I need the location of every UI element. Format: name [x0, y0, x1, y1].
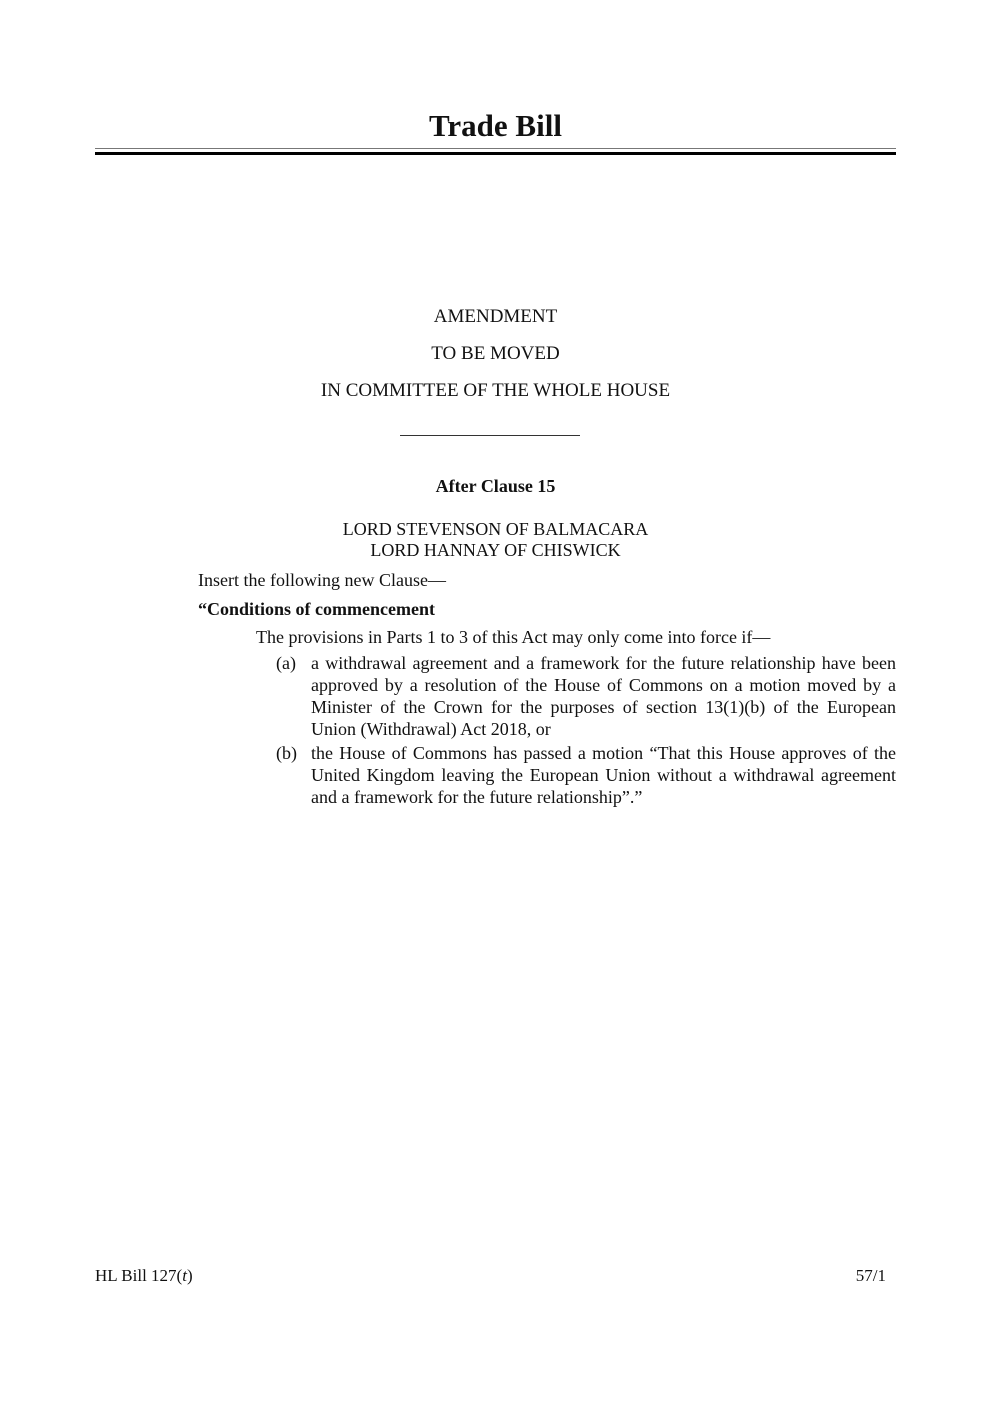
amendment-location: After Clause 15 — [435, 476, 556, 496]
heading-amendment: AMENDMENT — [433, 306, 558, 327]
item-text: a withdrawal agreement and a framework for the future relationship have been approved by a resolution of the House of Commons on a motion moved by a Minister of the Crown for the purposes of section 13(1)(b) of the European Union (Withdrawal) Act 2018, or — [311, 653, 896, 739]
bill-ref-prefix: HL Bill 127( — [95, 1266, 183, 1285]
item-label: (b) — [276, 743, 297, 763]
instruction: Insert the following new Clause— — [198, 570, 446, 590]
mover-2: LORD HANNAY OF CHISWICK — [370, 540, 621, 560]
title-rule-thin — [95, 148, 896, 149]
title-rule-thick — [95, 152, 896, 155]
bill-reference — [95, 1265, 193, 1287]
item-text: the House of Commons has passed a motion “That this House approves of the United Kingdom leaving the European Union without a withdrawal agreement and a framework for the future relationship”.” — [311, 743, 896, 807]
bill-ref-suffix: ) — [186, 1266, 193, 1285]
heading-committee: IN COMMITTEE OF THE WHOLE HOUSE — [320, 380, 671, 401]
separator-rule — [400, 435, 580, 436]
heading-to-be-moved: TO BE MOVED — [431, 343, 560, 364]
clause-heading: “Conditions of commencement — [198, 599, 435, 619]
list-item-a — [276, 652, 896, 740]
bill-ref-italic: t — [182, 1266, 187, 1285]
item-label: (a) — [276, 653, 296, 673]
lead-in: The provisions in Parts 1 to 3 of this Act may only come into force if— — [256, 627, 771, 647]
mover-1: LORD STEVENSON OF BALMACARA — [342, 519, 649, 539]
amendment-number: 57/1 — [855, 1266, 886, 1285]
document-title: Trade Bill — [429, 108, 562, 143]
list-item-b — [276, 742, 896, 808]
